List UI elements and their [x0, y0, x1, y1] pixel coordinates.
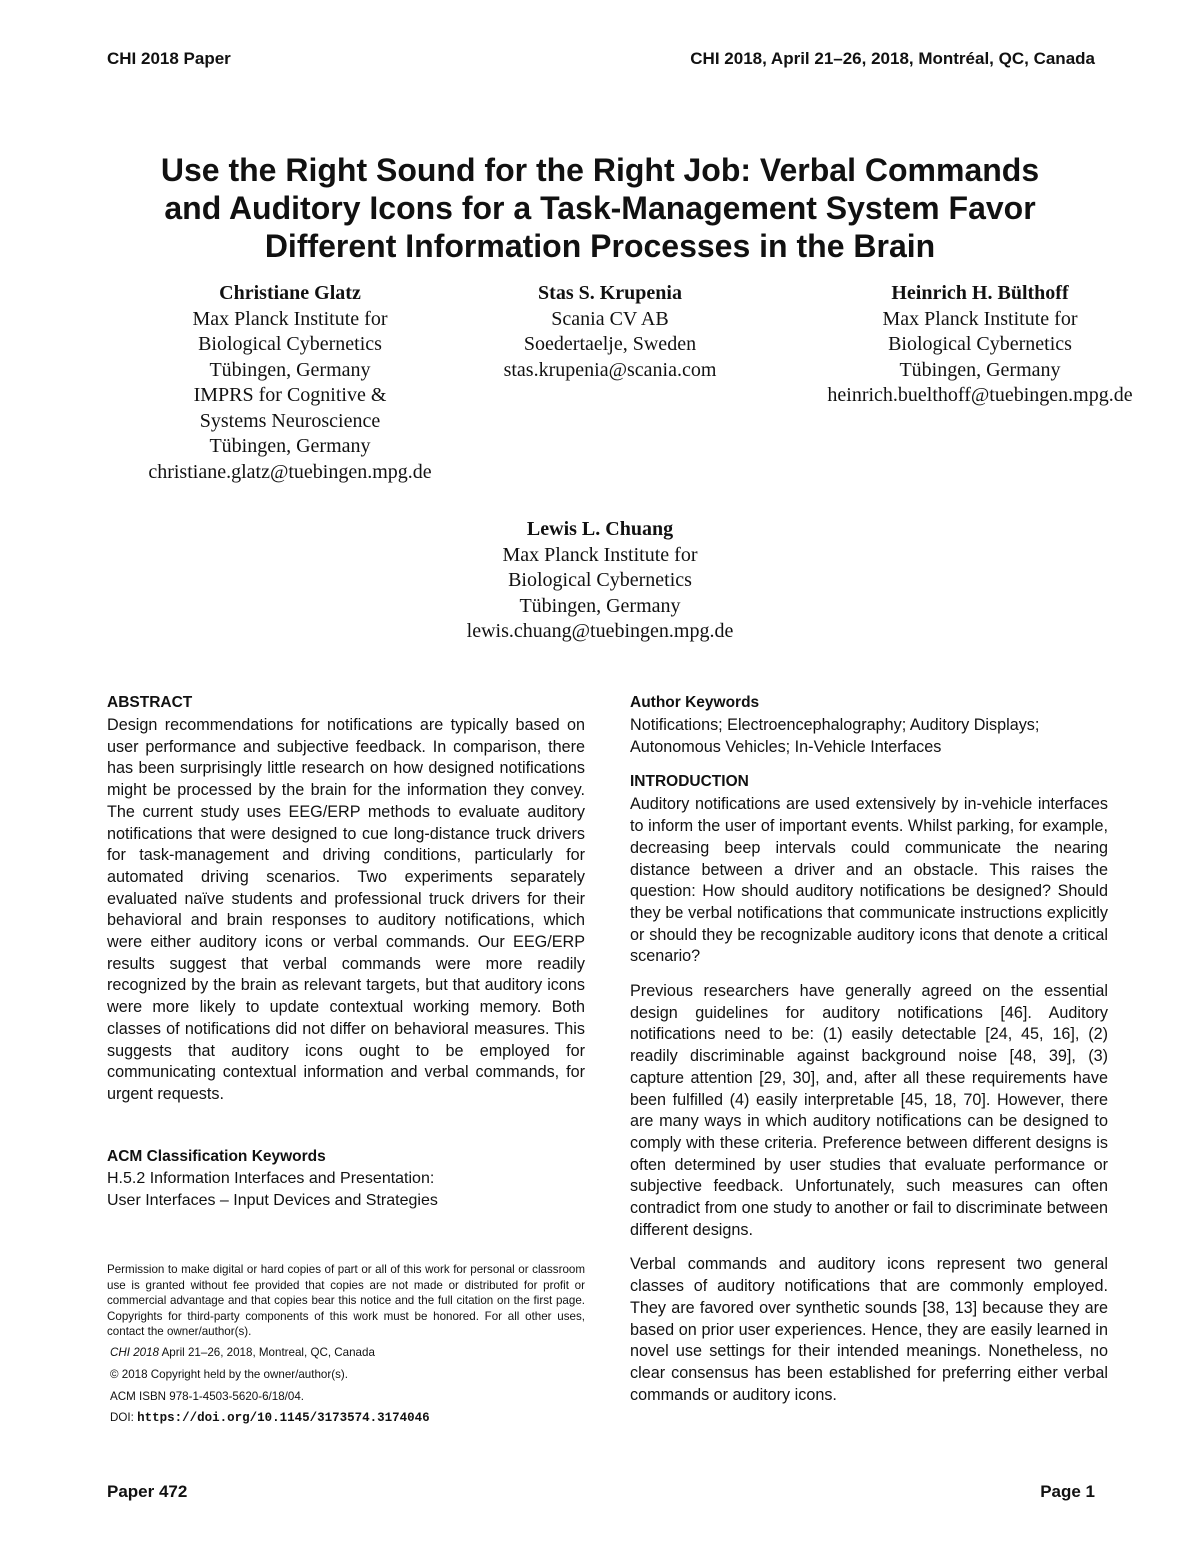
conference-notice — [110, 1345, 375, 1360]
author-name: Christiane Glatz — [219, 282, 361, 304]
author-block — [770, 281, 1190, 409]
acm-keywords-heading: ACM Classification Keywords — [107, 1148, 326, 1165]
acm-keyword-line: H.5.2 Information Interfaces and Presentation: — [107, 1170, 435, 1187]
conference-label: CHI 2018 Paper — [107, 49, 231, 68]
title-line: Use the Right Sound for the Right Job: Verbal Commands — [160, 152, 1040, 188]
paper-number: Paper 472 — [107, 1482, 188, 1501]
author-email[interactable]: christiane.glatz@tuebingen.mpg.de — [148, 460, 432, 483]
author-name: Lewis L. Chuang — [526, 518, 674, 540]
introduction-paragraph: Previous researchers have generally agreed on the essential design guidelines for auditory notifications [46]. Auditory notifications need to be: (1) easily detectable [24, 45, 16], (2) readily discriminable against background noise [48, 39], (3) capture attention [29, 30], and, after all these requirements have been fulfilled (4) easily interpretable [45, 18, 70]. However, there are many ways in which auditory notifications can be designed to comply with these criteria. Preference between different designs is often determined by user studies that evaluate performance or subjective feedback. Unfortunately, such measures can often contradict from one study to another or fail to discriminate between different designs. — [630, 982, 1108, 1239]
page-number: Page 1 — [1040, 1482, 1095, 1501]
doi-label: DOI: — [110, 1411, 138, 1424]
author-email[interactable]: lewis.chuang@tuebingen.mpg.de — [466, 620, 734, 642]
author-block — [430, 281, 790, 383]
title-line: Different Information Processes in the Brain — [264, 228, 936, 264]
author-affiliation: Tübingen, Germany — [899, 358, 1061, 381]
author-block — [420, 517, 780, 645]
doi-link[interactable]: https://doi.org/10.1145/3173574.3174046 — [137, 1411, 430, 1425]
conference-name: CHI 2018 — [110, 1346, 159, 1359]
acm-keywords-text — [107, 1168, 585, 1212]
author-affiliation: Scania CV AB — [551, 307, 669, 330]
author-affiliation: Tübingen, Germany — [209, 358, 371, 381]
acm-keyword-line: User Interfaces – Input Devices and Strategies — [107, 1192, 438, 1209]
author-name: Heinrich H. Bülthoff — [891, 282, 1069, 304]
conference-date-location: CHI 2018, April 21–26, 2018, Montréal, QC, Canada — [690, 49, 1095, 68]
author-affiliation: Biological Cybernetics — [198, 333, 382, 355]
introduction-heading: INTRODUCTION — [630, 773, 749, 791]
author-name: Stas S. Krupenia — [538, 282, 682, 304]
author-block — [100, 281, 480, 485]
isbn-notice: ACM ISBN 978-1-4503-5620-6/18/04. — [110, 1390, 304, 1403]
introduction-paragraph: Verbal commands and auditory icons represent two general classes of auditory notifications that are commonly employed. They are favored over synthetic sounds [38, 13] because they are based on prior user experiences. Hence, they are easily learned in novel use settings for their intended meanings. Nonetheless, no clear consensus has been established for preferring either verbal commands or auditory icons. — [630, 1255, 1108, 1404]
author-affiliation: Tübingen, Germany — [209, 435, 371, 457]
author-affiliation: Biological Cybernetics — [888, 333, 1072, 355]
permission-notice: Permission to make digital or hard copies of part or all of this work for personal or classroom use is granted without fee provided that copies are not made or distributed for profit or commercial advantage and that copies bear this notice and the full citation on the first page. Copyrights for third-party components of this work must be honored. For all other uses, contact the owner/author(s). — [107, 1263, 585, 1338]
left-column — [107, 693, 585, 1106]
author-affiliation: Max Planck Institute for — [502, 543, 698, 566]
author-keywords-heading: Author Keywords — [630, 694, 760, 711]
author-affiliation: Max Planck Institute for — [882, 307, 1078, 330]
introduction-paragraph: Auditory notifications are used extensively by in-vehicle interfaces to inform the user of important events. Whilst parking, for example, decreasing beep intervals could communicate the nearing distance between a driver and an obstacle. This raises the question: How should auditory notifications be designed? Should they be verbal notifications that communicate instructions explicitly or should they be recognizable auditory icons that denote a critical scenario? — [630, 795, 1108, 966]
title-line: and Auditory Icons for a Task-Management System Favor — [164, 190, 1036, 226]
running-header — [107, 49, 1095, 71]
author-affiliation: IMPRS for Cognitive & — [193, 384, 387, 406]
abstract-heading: ABSTRACT — [107, 694, 193, 711]
conference-details: April 21–26, 2018, Montreal, QC, Canada — [158, 1346, 375, 1359]
right-column — [630, 693, 1108, 1406]
author-email[interactable]: stas.krupenia@scania.com — [503, 358, 717, 381]
author-affiliation: Biological Cybernetics — [508, 569, 692, 591]
author-email[interactable]: heinrich.buelthoff@tuebingen.mpg.de — [827, 384, 1133, 406]
author-keywords-text: Notifications; Electroencephalography; Auditory Displays; Autonomous Vehicles; In-Vehicle Interfaces — [630, 716, 1040, 756]
abstract-text: Design recommendations for notifications are typically based on user performance and subjective feedback. In comparison, there has been surprisingly little research on how designed notifications might be processed by the brain for the information they convey. The current study uses EEG/ERP methods to evaluate auditory notifications that were designed to cue long-distance truck drivers for task-management and driving conditions, particularly for automated driving scenarios. Two experiments separately evaluated naïve students and professional truck drivers for their behavioral and brain responses to auditory notifications, which were either auditory icons or verbal commands. Our EEG/ERP results suggest that verbal commands were more readily recognized by the brain as relevant targets, but that auditory icons were more likely to update contextual working memory. Both classes of notifications did not differ on behavioral measures. This suggests that auditory icons ought to be employed for communicating contextual information and verbal commands, for urgent requests. — [107, 716, 585, 1103]
author-affiliation: Systems Neuroscience — [199, 409, 381, 432]
copyright-notice: © 2018 Copyright held by the owner/author(s). — [110, 1368, 348, 1381]
author-affiliation: Soedertaelje, Sweden — [523, 333, 697, 355]
author-affiliation: Tübingen, Germany — [519, 594, 681, 617]
author-affiliation: Max Planck Institute for — [192, 307, 388, 330]
doi-notice — [110, 1410, 430, 1426]
paper-title — [80, 151, 1120, 265]
